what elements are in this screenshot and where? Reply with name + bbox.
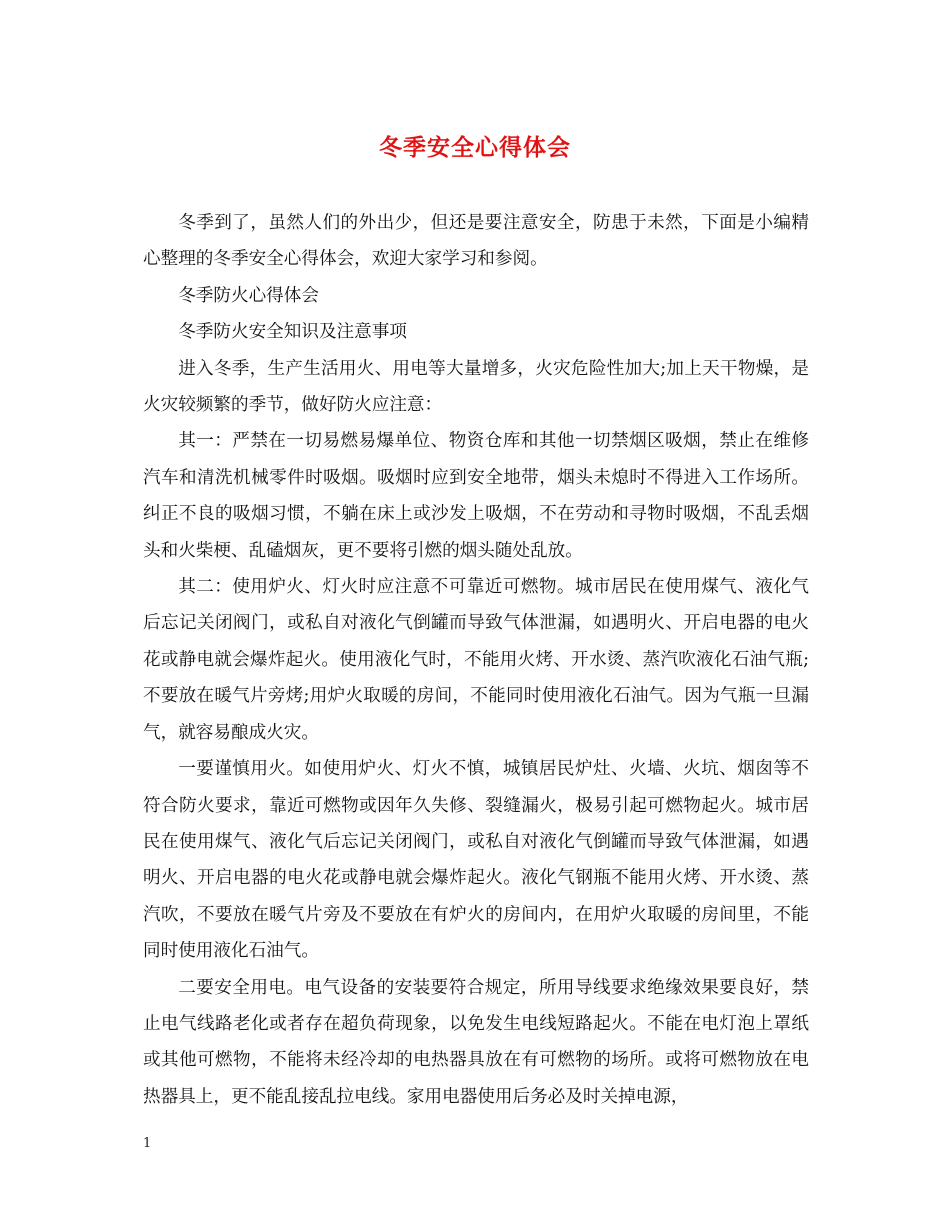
paragraph-point-one: 其一：严禁在一切易燃易爆单位、物资仓库和其他一切禁烟区吸烟，禁止在维修汽车和清洗机械零件时吸烟。吸烟时应到安全地带，烟头未熄时不得进入工作场所。纠正不良的吸烟习惯，不躺在床上或沙发上吸烟，不在劳动和寻物时吸烟，不乱丢烟头和火柴梗、乱磕烟灰，更不要将引燃的烟头随处乱放。 xyxy=(143,431,809,561)
paragraph-intro: 冬季到了，虽然人们的外出少，但还是要注意安全，防患于未然，下面是小编精心整理的冬季安全心得体会，欢迎大家学习和参阅。 xyxy=(143,213,809,270)
document-body xyxy=(143,205,809,1115)
paragraph-heading-fire-safety-knowledge: 冬季防火安全知识及注意事项 xyxy=(178,322,407,343)
paragraph-enter-winter: 进入冬季，生产生活用火、用电等大量增多，火灾危险性加大;加上天干物燥，是火灾较频繁的季节，做好防火应注意： xyxy=(143,358,809,416)
paragraph-point-two: 其二：使用炉火、灯火时应注意不可靠近可燃物。城市居民在使用煤气、液化气后忘记关闭阀门，或私自对液化气倒罐而导致气体泄漏，如遇明火、开启电器的电火花或静电就会爆炸起火。使用液化气时，不能用火烤、开水烫、蒸汽吹液化石油气瓶;不要放在暖气片旁烤;用炉火取暖的房间，不能同时使用液化石油气。因为气瓶一旦漏气，就容易酿成火灾。 xyxy=(143,577,809,743)
paragraph-heading-winter-fire-prevention: 冬季防火心得体会 xyxy=(178,285,319,306)
paragraph-safe-electricity: 二要安全用电。电气设备的安装要符合规定，所用导线要求绝缘效果要良好，禁止电气线路老化或者存在超负荷现象，以免发生电线短路起火。不能在电灯泡上罩纸或其他可燃物，不能将未经冷却的电热器具放在有可燃物的场所。或将可燃物放在电热器具上，更不能乱接乱拉电线。家用电器使用后务必及时关掉电源， xyxy=(143,977,809,1107)
document-title: 冬季安全心得体会 xyxy=(379,134,571,161)
paragraph-careful-fire-use: 一要谨慎用火。如使用炉火、灯火不慎，城镇居民炉灶、火墙、火坑、烟囱等不符合防火要求，靠近可燃物或因年久失修、裂缝漏火，极易引起可燃物起火。城市居民在使用煤气、液化气后忘记关闭阀门，或私自对液化气倒罐而导致气体泄漏，如遇明火、开启电器的电火花或静电就会爆炸起火。液化气钢瓶不能用火烤、开水烫、蒸汽吹，不要放在暖气片旁及不要放在有炉火的房间内，在用炉火取暖的房间里，不能同时使用液化石油气。 xyxy=(143,759,809,962)
page-number: 1 xyxy=(143,1136,152,1151)
